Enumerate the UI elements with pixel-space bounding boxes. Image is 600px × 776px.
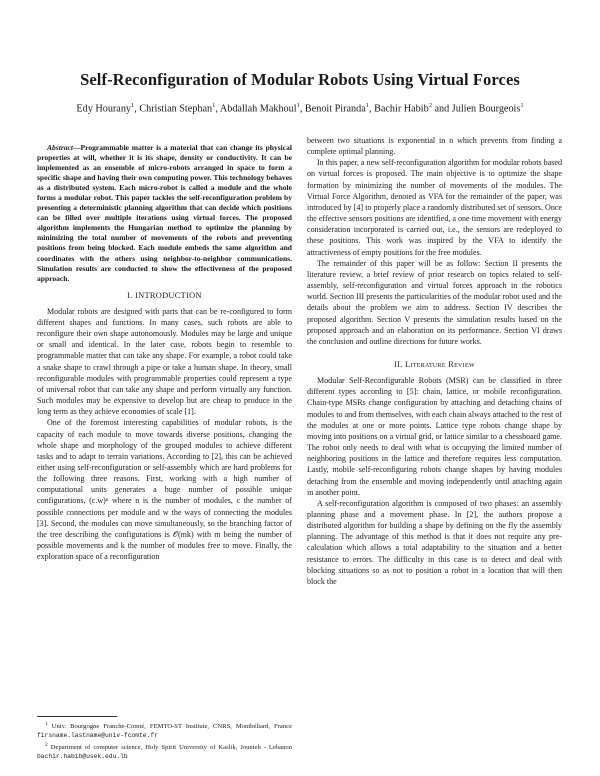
paragraph: One of the foremost interesting capabilities of modular robots, is the capacity of each module to move towards diverse positions, changing the whole shape and morphology of the grouped modules to achieve different tasks and to adapt to terrain variations. According to [2], this can be achieved either using self-reconfiguration or self-assembly which are hard problems for the following three reasons. First, working with a high number of computational units generates a huge number of possible unique configurations, (c.w)ⁿ where n is the number of modules, c the number of possible connections per module and w the ways of connecting the modules [3]. Second, the modules can move simultaneously, so the branching factor of the tree describing the configurations is 𝒪(mk) with m being the number of possible movements and k the number of modules free to move. Finally, the exploration space of a reconfiguration [37, 418, 292, 562]
author-affiliation-mark: 1 [296, 102, 300, 109]
right-column [307, 135, 562, 587]
abstract-text: —Programmable matter is a material that can change its physical properties at will, whether it is its shape, density or conductivity. It can be implemented as an ensemble of micro-robots arranged in space to form a specific shape and having their own computing power. This technology behaves as a distributed system. Each micro-robot is called a module and the whole forms a modular robot. This paper tackles the self-reconfiguration problem by presenting a deterministic planning algorithm that can decide which positions can be filled over multiple iterations using virtual forces. The proposed algorithm implements the Hungarian method to optimize the planning by minimizing the total number of movements of the robots and preventing positions from being blocked. Each module embeds the same algorithm and coordinates with the others using neighbor-to-neighbor communications. Simulation results are conducted to show the effectiveness of the proposed approach. [37, 143, 292, 283]
footnote-mark: 1 [45, 721, 48, 727]
section-heading-literature-review: II. Literature Review [394, 359, 475, 369]
author-affiliation-mark: 1 [365, 102, 369, 109]
email-link[interactable]: bachir.habib@usek.edu.lb [37, 753, 128, 761]
author-name: Christian Stephan [139, 103, 213, 115]
abstract [37, 143, 292, 284]
footnote-text: Univ. Bourgogne Franche-Comté, FEMTO-ST Institute, CNRS, Montbéliard, France [51, 723, 292, 731]
author-name: Edy Hourany [76, 103, 132, 115]
footnote-rule [37, 716, 117, 717]
paragraph: Modular Self-Reconfigurable Robots (MSR) can be classified in three different types according to [5]: chain, lattice, or mobile reconfiguration. Chain-type MSRs change configuration by attaching and detaching chains of modules to and from themselves, with each chain always attached to the rest of the modules at one or more points. Lattice type robots change shape by moving into positions on a virtual grid, or lattice similar to a chessboard game. The robot only needs to deal with what is occupying the limited number of neighboring positions in the lattice and therefore requires less computation. Lastly, mobile self-reconfiguring robots change shapes by having modules detaching from the ensemble and moving independently until attaching again in another point. [307, 376, 562, 497]
author-affiliation-mark: 1 [131, 102, 135, 109]
author-name: Benoit Piranda [304, 103, 366, 115]
footnote-1 [37, 720, 292, 740]
author-affiliation-mark: 2 [428, 102, 432, 109]
footnote-text: Department of computer science, Holy Spirit University of Kaslik, Jounieh - Lebanon [50, 744, 293, 752]
paragraph: Modular robots are designed with parts that can be re-configured to form different shapes and functions. In many cases, such robots are able to reconfigure their own shape autonomously. Modules may be large and unique or small and identical. In the later case, robots begin to resemble to programmable matter that can take any shape. For example, a robot could take a snake shape to crawl through a pipe or take a human shape. In theory, small reconfigurable modules with programmable properties could represent a type of universal robot that can take any shape and perform virtually any function. Such modules may be expensive to develop but are cheap to produce in the long term as they achieve economies of scale [1]. [37, 306, 292, 417]
author-name: Bachir Habib [374, 103, 429, 115]
abstract-label: Abstract [47, 143, 73, 152]
author-name: Julien Bourgeois [451, 103, 521, 115]
author-list: Edy Hourany$^1$, Christian Stephan$^1$, Abdallah Makhoul$^1$, Benoit Piranda$^1$, Bachir Habib$^2$ and Julien Bourgeois$^1$ [76, 102, 524, 115]
email-link[interactable]: firsname.lastname@univ-fcomte.fr [37, 731, 158, 739]
author-name: Abdallah Makhoul [219, 103, 297, 115]
left-column [37, 143, 292, 562]
footnote-mark: 2 [45, 742, 48, 749]
paragraph: between two situations is exponential in n which prevents from finding a complete optimal planning. [307, 136, 562, 157]
section-heading-introduction: I. INTRODUCTION [127, 290, 202, 300]
footnotes [37, 716, 292, 763]
paragraph: A self-reconfiguration algorithm is composed of two phases: an assembly planning phase and a movement phase. In [2], the authors propose a distributed algorithm for building a shape by defining on the fly the assembly planning. The advantage of this method is that it does not require any pre-calculation which allows a total adaptability to the situation and a better resistance to errors. The difficulty in this case is to detect and deal with blocking situations so as not to position a robot in a location that will then block the [307, 498, 562, 586]
author-affiliation-mark: 1 [520, 102, 524, 109]
paragraph: The remainder of this paper will be as follow: Section II presents the literature review, a brief review of prior research on topics related to self-assembly, self-reconfiguration and virtual forces approach in the robotics world. Section III presents the particularities of the modular robot used and the details about the problem we aim to address. Section IV describes the proposed algorithm. Section V presents the simulation results based on the proposed approach and an elaboration on its performance. Section VI draws the conclusion and outline directions for future works. [307, 258, 562, 346]
footnote-2 [37, 741, 292, 761]
author-affiliation-mark: 1 [212, 102, 216, 109]
paper-title: Self-Reconfiguration of Modular Robots Using Virtual Forces [80, 70, 520, 89]
paragraph: In this paper, a new self-reconfiguration algorithm for modular robots based on virtual forces is proposed. The main objective is to optimize the shape formation by minimizing the number of movements of the modules. The Virtual Force Algorithm, denoted as VFA for the remainder of the paper, was introduced by [4] to properly place a randomly distributed set of sensors. Once the effective sensors positions are identified, a one time movement with energy consideration incorporated is carried out, i.e., the sensors are redeployed to these positions. This work was inspired by the VFA to identify the attractiveness of empty positions for the free modules. [307, 158, 562, 257]
